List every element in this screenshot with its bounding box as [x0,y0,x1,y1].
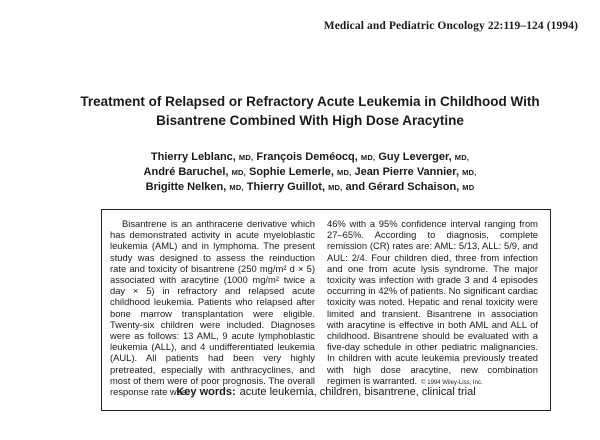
keywords-label: Key words: [176,386,236,398]
title-line-2: Bisantrene Combined With High Dose Aracytine [156,113,464,128]
article-title [40,92,580,130]
copyright-notice: © 1994 Wiley-Liss, Inc. [421,379,483,386]
abstract-left-column [110,218,315,397]
abstract-text-left: Bisantrene is an anthracene derivative which has demonstrated activity in acute myeloblastic leukemia (AML) and in lymphoma. The present study was designed to assess the reinduction rate and toxicity of bisantrene (250 mg/m² d × 5) associated with aracytine (1000 mg/m² twice a day × 5) in refractory and relapsed acute childhood leukemia. Patients who relapsed after bone marrow transplantation were eligible. Twenty-six children were included. Diagnoses were as follows: 13 AML, 9 acute lymphoblastic leukemia (ALL), and 4 undifferentiated leukemia (AUL). All patients had been very highly pretreated, especially with anthracyclines, and most of them were of poor prognosis. The overall response rate was [110,218,315,398]
title-line-1: Treatment of Relapsed or Refractory Acute Leukemia in Childhood With [80,94,540,109]
author: Brigitte Nelken, MD, [145,181,244,193]
journal-citation: Medical and Pediatric Oncology 22:119–124 (1994) [323,20,578,32]
abstract-box [101,209,551,411]
author-list [110,150,510,195]
author: Thierry Guillot, MD, [246,181,343,193]
author: Sophie Lemerle, MD, [248,166,352,178]
author: André Baruchel, MD, [143,166,246,178]
abstract-text-right: 46% with a 95% confidence interval ranging from 27–65%. According to diagnosis, complete remission (CR) rates are: AML: 5/13, ALL: 5/9, and AUL: 2/4. Four children died, three from infection and one from acute lysis syndrome. The major toxicity was infection with grade 3 and 4 episodes occurring in 42% of patients. No significant cardiac toxicity was noted. Hepatic and renal toxicity were limited and transient. Bisantrene in association with aracytine is effective in both AML and ALL of childhood. Bisantrene should be evaluated with a five-day schedule in other pediatric malignancies. In children with acute leukemia previously treated with high dose aracytine, new combination regimen is warranted. © 1994 Wiley-Liss, Inc. [327,218,538,386]
author: Guy Leverger, MD, [378,151,470,163]
keywords [102,386,550,398]
abstract-right-column [327,218,538,389]
keywords-text: acute leukemia, children, bisantrene, clinical trial [239,386,476,398]
author: Jean Pierre Vannier, MD, [354,166,477,178]
author: François Deméocq, MD, [256,151,376,163]
author: Thierry Leblanc, MD, [150,151,254,163]
author: and Gérard Schaison, MD [345,181,475,193]
